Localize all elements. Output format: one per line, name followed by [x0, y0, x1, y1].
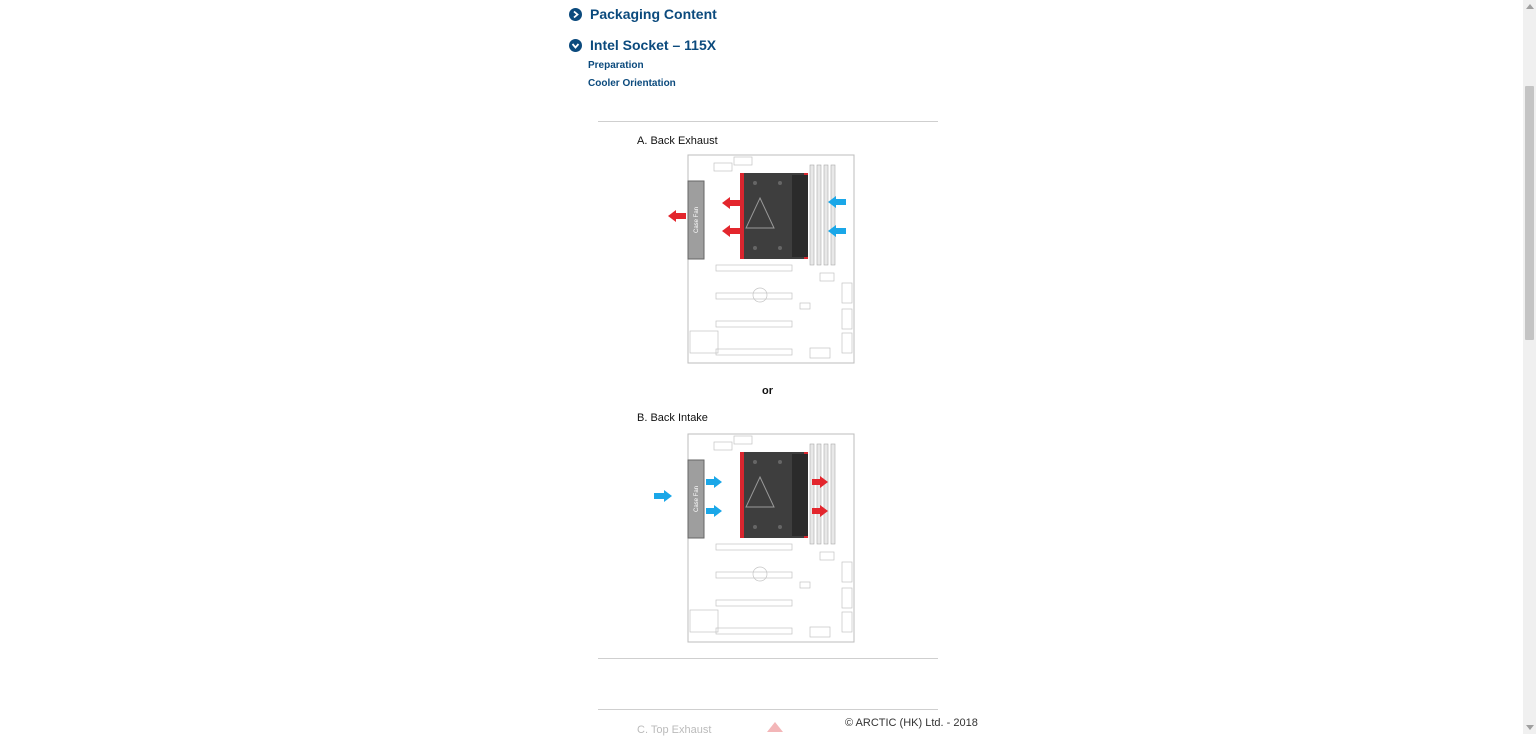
- nav-packaging-content[interactable]: [569, 6, 717, 22]
- diagram-a-motherboard: [660, 153, 860, 367]
- diagram-a-caption: A. Back Exhaust: [637, 135, 718, 147]
- scrollbar-thumb[interactable]: [1525, 86, 1534, 340]
- up-arrow-icon: [767, 722, 783, 734]
- diagram-b-motherboard: [650, 432, 860, 646]
- sub-link-preparation[interactable]: Preparation: [588, 60, 644, 71]
- scroll-down-icon[interactable]: [1526, 725, 1534, 730]
- divider-top: [598, 121, 938, 122]
- sub-link-cooler-orientation[interactable]: Cooler Orientation: [588, 78, 676, 89]
- divider-middle: [598, 658, 938, 659]
- footer-copyright: © ARCTIC (HK) Ltd. - 2018: [845, 717, 978, 729]
- diagram-c-caption: C. Top Exhaust: [637, 724, 712, 736]
- divider-bottom: [598, 709, 938, 710]
- scroll-up-icon[interactable]: [1526, 4, 1534, 9]
- nav-intel-socket[interactable]: [569, 37, 716, 53]
- chevron-down-icon: [569, 39, 582, 52]
- case-fan-label-a: Case Fan: [694, 206, 700, 234]
- case-fan-label-b: Case Fan: [694, 485, 700, 513]
- diagram-b-caption: B. Back Intake: [637, 412, 708, 424]
- or-separator: or: [762, 385, 773, 397]
- nav-packaging-title: Packaging Content: [590, 6, 717, 22]
- nav-intel-title: Intel Socket – 115X: [590, 37, 717, 53]
- chevron-right-icon: [569, 8, 582, 21]
- page-scrollbar[interactable]: [1523, 0, 1536, 734]
